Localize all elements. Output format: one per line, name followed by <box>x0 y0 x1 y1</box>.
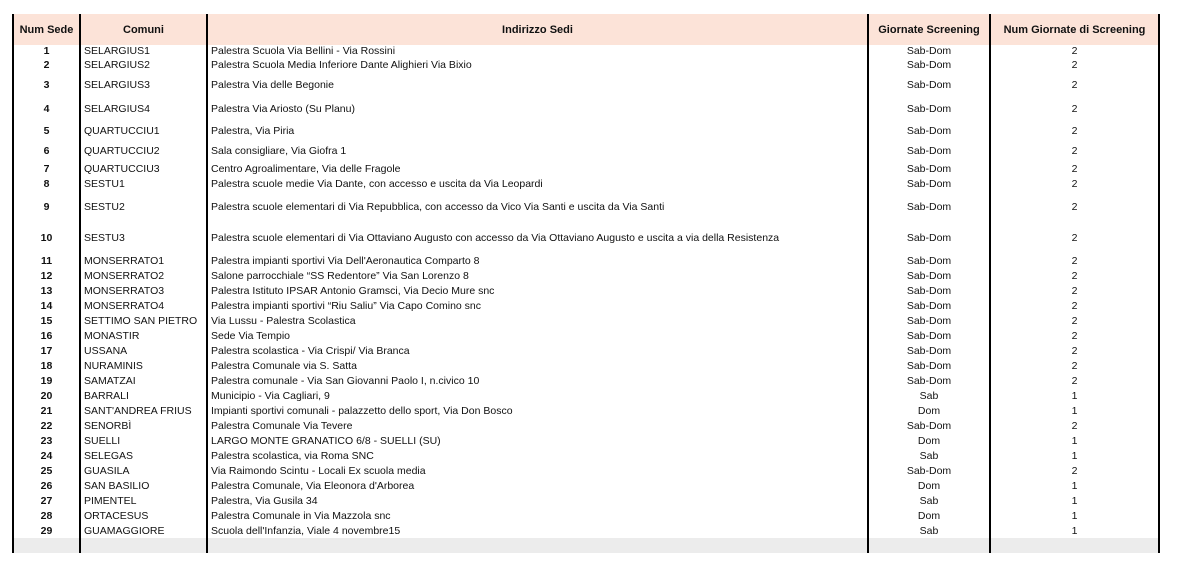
cell-comune: MONASTIR <box>80 328 207 343</box>
cell-comune: SESTU2 <box>80 191 207 222</box>
screening-sites-table <box>12 14 1160 553</box>
cell-comune: USSANA <box>80 343 207 358</box>
cell-num-sede: 15 <box>13 313 80 328</box>
cell-num-sede: 19 <box>13 373 80 388</box>
cell-comune: QUARTUCCIU3 <box>80 161 207 176</box>
cell-indirizzo: Palestra Via Ariosto (Su Planu) <box>207 97 868 121</box>
cell-num-sede: 7 <box>13 161 80 176</box>
cell-comune: GUAMAGGIORE <box>80 523 207 538</box>
cell-comune: QUARTUCCIU2 <box>80 141 207 161</box>
cell-indirizzo: Palestra Comunale, Via Eleonora d'Arborea <box>207 478 868 493</box>
cell-giornate: Sab-Dom <box>868 73 990 97</box>
table-row <box>13 57 1159 73</box>
cell-giornate: Sab-Dom <box>868 121 990 141</box>
cell-num-giornate: 2 <box>990 176 1159 191</box>
table-row <box>13 268 1159 283</box>
cell-indirizzo: Palestra scuole elementari di Via Ottaviano Augusto con accesso da Via Ottaviano Augusto e uscita a via della Resistenza <box>207 222 868 253</box>
table-row <box>13 176 1159 191</box>
cell-indirizzo: Via Lussu - Palestra Scolastica <box>207 313 868 328</box>
table-row <box>13 418 1159 433</box>
cell-indirizzo: Salone parrocchiale “SS Redentore” Via San Lorenzo 8 <box>207 268 868 283</box>
cell-indirizzo: Municipio - Via Cagliari, 9 <box>207 388 868 403</box>
cell-giornate: Sab-Dom <box>868 358 990 373</box>
cell-giornate: Sab-Dom <box>868 328 990 343</box>
cell-giornate: Dom <box>868 403 990 418</box>
cell-indirizzo: Palestra Comunale in Via Mazzola snc <box>207 508 868 523</box>
cell-indirizzo: Palestra scuole elementari di Via Repubblica, con accesso da Vico Via Santi e uscita da Via Santi <box>207 191 868 222</box>
cell-num-giornate: 1 <box>990 388 1159 403</box>
cell-indirizzo: Palestra scolastica, via Roma SNC <box>207 448 868 463</box>
cell-indirizzo: Palestra, Via Piria <box>207 121 868 141</box>
header-num-giornate: Num Giornate di Screening <box>990 14 1159 45</box>
cell-comune: ORTACESUS <box>80 508 207 523</box>
table-row <box>13 328 1159 343</box>
cell-indirizzo: Via Raimondo Scintu - Locali Ex scuola media <box>207 463 868 478</box>
cell-num-sede: 20 <box>13 388 80 403</box>
footer-cell <box>868 538 990 553</box>
table-row <box>13 373 1159 388</box>
cell-num-giornate: 1 <box>990 523 1159 538</box>
table-row <box>13 463 1159 478</box>
cell-num-sede: 10 <box>13 222 80 253</box>
cell-num-giornate: 1 <box>990 433 1159 448</box>
cell-comune: SAN BASILIO <box>80 478 207 493</box>
cell-num-giornate: 2 <box>990 45 1159 57</box>
cell-giornate: Sab-Dom <box>868 176 990 191</box>
cell-num-sede: 28 <box>13 508 80 523</box>
cell-num-giornate: 1 <box>990 508 1159 523</box>
cell-indirizzo: Centro Agroalimentare, Via delle Fragole <box>207 161 868 176</box>
table-row <box>13 433 1159 448</box>
cell-num-giornate: 2 <box>990 222 1159 253</box>
cell-comune: GUASILA <box>80 463 207 478</box>
cell-num-sede: 17 <box>13 343 80 358</box>
cell-num-giornate: 1 <box>990 448 1159 463</box>
cell-comune: SENORBÌ <box>80 418 207 433</box>
cell-num-sede: 21 <box>13 403 80 418</box>
cell-giornate: Sab-Dom <box>868 222 990 253</box>
cell-num-giornate: 1 <box>990 403 1159 418</box>
footer-cell <box>80 538 207 553</box>
cell-indirizzo: Palestra Istituto IPSAR Antonio Gramsci, Via Decio Mure snc <box>207 283 868 298</box>
cell-indirizzo: Palestra Via delle Begonie <box>207 73 868 97</box>
screening-sites-table-container <box>12 14 1158 560</box>
cell-num-giornate: 2 <box>990 253 1159 268</box>
cell-comune: SELARGIUS2 <box>80 57 207 73</box>
cell-comune: SETTIMO SAN PIETRO <box>80 313 207 328</box>
cell-num-giornate: 2 <box>990 343 1159 358</box>
cell-giornate: Sab-Dom <box>868 191 990 222</box>
table-row <box>13 343 1159 358</box>
cell-indirizzo: Palestra Comunale via S. Satta <box>207 358 868 373</box>
header-comuni: Comuni <box>80 14 207 45</box>
cell-indirizzo: Scuola dell'Infanzia, Viale 4 novembre15 <box>207 523 868 538</box>
cell-num-giornate: 2 <box>990 463 1159 478</box>
cell-num-sede: 27 <box>13 493 80 508</box>
table-row <box>13 222 1159 253</box>
cell-comune: NURAMINIS <box>80 358 207 373</box>
cell-num-sede: 29 <box>13 523 80 538</box>
cell-num-sede: 18 <box>13 358 80 373</box>
header-giornate-screening: Giornate Screening <box>868 14 990 45</box>
cell-comune: BARRALI <box>80 388 207 403</box>
table-row <box>13 313 1159 328</box>
cell-giornate: Dom <box>868 433 990 448</box>
cell-num-sede: 3 <box>13 73 80 97</box>
cell-comune: SUELLI <box>80 433 207 448</box>
cell-giornate: Sab-Dom <box>868 463 990 478</box>
cell-num-giornate: 2 <box>990 313 1159 328</box>
cell-num-giornate: 1 <box>990 493 1159 508</box>
cell-num-giornate: 2 <box>990 418 1159 433</box>
cell-giornate: Sab-Dom <box>868 313 990 328</box>
cell-indirizzo: Palestra impianti sportivi “Riu Saliu” Via Capo Comino snc <box>207 298 868 313</box>
cell-num-giornate: 1 <box>990 478 1159 493</box>
table-row <box>13 161 1159 176</box>
cell-num-sede: 6 <box>13 141 80 161</box>
cell-comune: SELARGIUS3 <box>80 73 207 97</box>
cell-comune: SELARGIUS4 <box>80 97 207 121</box>
cell-giornate: Sab-Dom <box>868 298 990 313</box>
cell-indirizzo: Palestra, Via Gusila 34 <box>207 493 868 508</box>
cell-giornate: Sab-Dom <box>868 283 990 298</box>
cell-comune: MONSERRATO4 <box>80 298 207 313</box>
cell-giornate: Sab <box>868 448 990 463</box>
cell-num-sede: 8 <box>13 176 80 191</box>
table-row <box>13 388 1159 403</box>
cell-indirizzo: Sala consigliare, Via Giofra 1 <box>207 141 868 161</box>
table-row <box>13 283 1159 298</box>
cell-comune: SELEGAS <box>80 448 207 463</box>
cell-num-giornate: 2 <box>990 298 1159 313</box>
cell-indirizzo: Palestra Comunale Via Tevere <box>207 418 868 433</box>
cell-comune: QUARTUCCIU1 <box>80 121 207 141</box>
cell-giornate: Sab <box>868 493 990 508</box>
cell-indirizzo: Palestra Scuola Via Bellini - Via Rossini <box>207 45 868 57</box>
cell-num-giornate: 2 <box>990 97 1159 121</box>
cell-num-sede: 26 <box>13 478 80 493</box>
cell-num-giornate: 2 <box>990 141 1159 161</box>
table-row <box>13 298 1159 313</box>
cell-giornate: Sab-Dom <box>868 141 990 161</box>
cell-num-giornate: 2 <box>990 268 1159 283</box>
table-body <box>13 45 1159 553</box>
cell-indirizzo: Palestra comunale - Via San Giovanni Paolo I, n.civico 10 <box>207 373 868 388</box>
cell-giornate: Dom <box>868 478 990 493</box>
cell-comune: SESTU3 <box>80 222 207 253</box>
cell-giornate: Sab-Dom <box>868 161 990 176</box>
cell-num-sede: 11 <box>13 253 80 268</box>
cell-comune: MONSERRATO1 <box>80 253 207 268</box>
cell-num-sede: 2 <box>13 57 80 73</box>
cell-num-sede: 5 <box>13 121 80 141</box>
cell-giornate: Sab-Dom <box>868 418 990 433</box>
cell-indirizzo: Palestra impianti sportivi Via Dell'Aeronautica Comparto 8 <box>207 253 868 268</box>
cell-giornate: Sab-Dom <box>868 45 990 57</box>
cell-num-giornate: 2 <box>990 161 1159 176</box>
cell-num-giornate: 2 <box>990 121 1159 141</box>
table-row <box>13 73 1159 97</box>
cell-num-sede: 25 <box>13 463 80 478</box>
footer-cell <box>990 538 1159 553</box>
cell-num-sede: 16 <box>13 328 80 343</box>
table-row <box>13 523 1159 538</box>
cell-num-sede: 14 <box>13 298 80 313</box>
cell-comune: PIMENTEL <box>80 493 207 508</box>
cell-giornate: Sab <box>868 388 990 403</box>
cell-num-giornate: 2 <box>990 358 1159 373</box>
table-footer-row <box>13 538 1159 553</box>
table-row <box>13 478 1159 493</box>
cell-num-sede: 13 <box>13 283 80 298</box>
footer-cell <box>13 538 80 553</box>
cell-comune: SESTU1 <box>80 176 207 191</box>
cell-giornate: Sab-Dom <box>868 373 990 388</box>
cell-indirizzo: Sede Via Tempio <box>207 328 868 343</box>
table-row <box>13 121 1159 141</box>
table-row <box>13 358 1159 373</box>
cell-num-sede: 1 <box>13 45 80 57</box>
cell-comune: MONSERRATO3 <box>80 283 207 298</box>
cell-comune: MONSERRATO2 <box>80 268 207 283</box>
cell-comune: SELARGIUS1 <box>80 45 207 57</box>
cell-giornate: Sab-Dom <box>868 268 990 283</box>
cell-indirizzo: LARGO MONTE GRANATICO 6/8 - SUELLI (SU) <box>207 433 868 448</box>
cell-giornate: Sab <box>868 523 990 538</box>
table-row <box>13 403 1159 418</box>
header-num-sede: Num Sede <box>13 14 80 45</box>
cell-num-sede: 12 <box>13 268 80 283</box>
cell-giornate: Sab-Dom <box>868 253 990 268</box>
cell-num-giornate: 2 <box>990 328 1159 343</box>
table-row <box>13 97 1159 121</box>
cell-comune: SANT'ANDREA FRIUS <box>80 403 207 418</box>
footer-cell <box>207 538 868 553</box>
cell-num-sede: 4 <box>13 97 80 121</box>
cell-giornate: Sab-Dom <box>868 343 990 358</box>
cell-num-giornate: 2 <box>990 191 1159 222</box>
cell-indirizzo: Palestra scuole medie Via Dante, con accesso e uscita da Via Leopardi <box>207 176 868 191</box>
cell-num-giornate: 2 <box>990 57 1159 73</box>
cell-num-sede: 24 <box>13 448 80 463</box>
cell-giornate: Sab-Dom <box>868 57 990 73</box>
cell-giornate: Dom <box>868 508 990 523</box>
table-row <box>13 508 1159 523</box>
cell-num-giornate: 2 <box>990 73 1159 97</box>
table-row <box>13 493 1159 508</box>
cell-indirizzo: Impianti sportivi comunali - palazzetto dello sport, Via Don Bosco <box>207 403 868 418</box>
table-row <box>13 253 1159 268</box>
table-row <box>13 191 1159 222</box>
table-row <box>13 45 1159 57</box>
cell-num-sede: 22 <box>13 418 80 433</box>
header-indirizzo-sedi: Indirizzo Sedi <box>207 14 868 45</box>
cell-indirizzo: Palestra scolastica - Via Crispi/ Via Branca <box>207 343 868 358</box>
cell-num-sede: 23 <box>13 433 80 448</box>
cell-num-giornate: 2 <box>990 373 1159 388</box>
header-row <box>13 14 1159 45</box>
table-row <box>13 448 1159 463</box>
cell-giornate: Sab-Dom <box>868 97 990 121</box>
cell-num-sede: 9 <box>13 191 80 222</box>
table-row <box>13 141 1159 161</box>
cell-indirizzo: Palestra Scuola Media Inferiore Dante Alighieri Via Bixio <box>207 57 868 73</box>
cell-num-giornate: 2 <box>990 283 1159 298</box>
cell-comune: SAMATZAI <box>80 373 207 388</box>
